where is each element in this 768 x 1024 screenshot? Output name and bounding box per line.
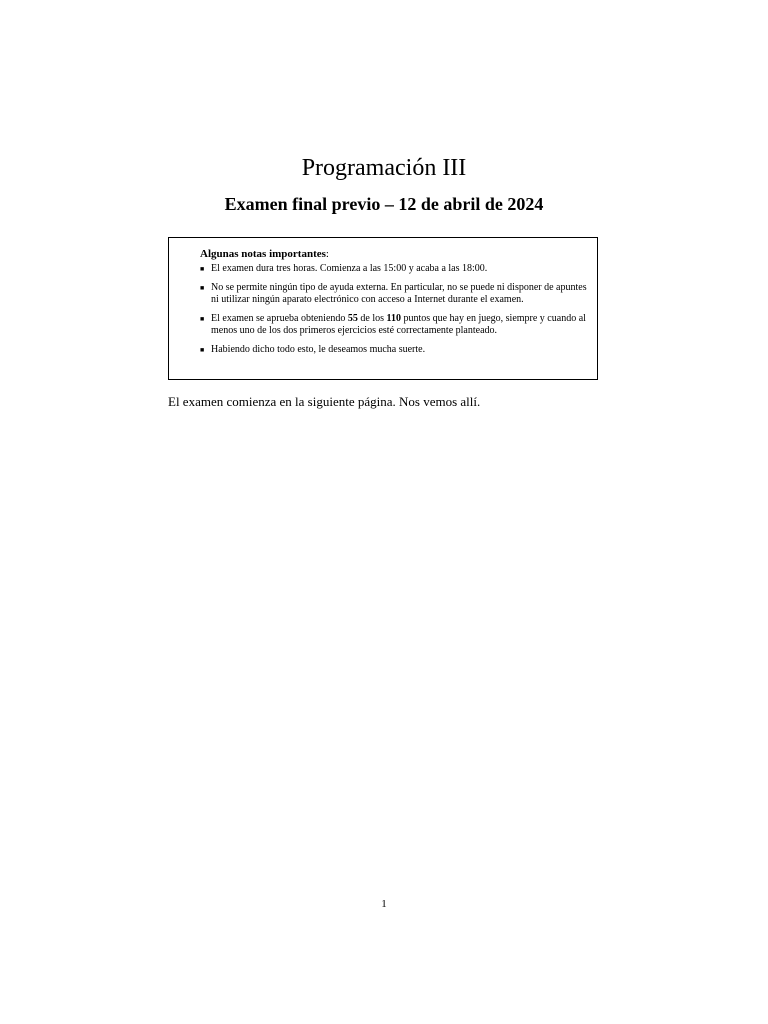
notes-list [200, 263, 592, 362]
note-text-part1: El examen se aprueba obteniendo [211, 312, 348, 324]
note-text: Habiendo dicho todo esto, le deseamos mucha suerte. [211, 343, 426, 355]
document-title: Programación III [301, 155, 467, 181]
pass-points: 55 [347, 312, 358, 324]
note-item-no-external-help [200, 282, 592, 307]
note-item-good-luck [200, 344, 592, 357]
note-item-duration [200, 263, 592, 276]
document-subtitle: Examen final previo – 12 de abril de 2024 [224, 194, 544, 214]
bullet-icon: ■ [200, 345, 205, 354]
note-text: El examen dura tres horas. Comienza a las 15:00 y acaba a las 18:00. [211, 263, 488, 274]
important-notes-box [168, 237, 598, 380]
bullet-icon: ■ [200, 283, 205, 292]
note-text-part2: de los [357, 312, 387, 324]
total-points: 110 [386, 312, 401, 324]
bullet-icon: ■ [200, 314, 205, 323]
notes-heading-colon: : [325, 248, 329, 260]
intro-paragraph: El examen comienza en la siguiente página. Nos vemos allí. [168, 394, 481, 409]
note-text-part3: puntos que hay en juego, siempre y cuando al menos uno de los dos primeros ejercicios esté correctamente planteado. [211, 312, 586, 336]
note-item-passing-score [200, 313, 592, 338]
bullet-icon: ■ [200, 265, 205, 273]
notes-heading [200, 248, 329, 261]
note-text: No se permite ningún tipo de ayuda externa. En particular, no se puede ni disponer de apuntes ni utilizar ningún aparato electrónico con acceso a Internet durante el examen. [211, 281, 587, 305]
page-number: 1 [381, 898, 387, 910]
notes-heading-label: Algunas notas importantes [200, 248, 326, 260]
